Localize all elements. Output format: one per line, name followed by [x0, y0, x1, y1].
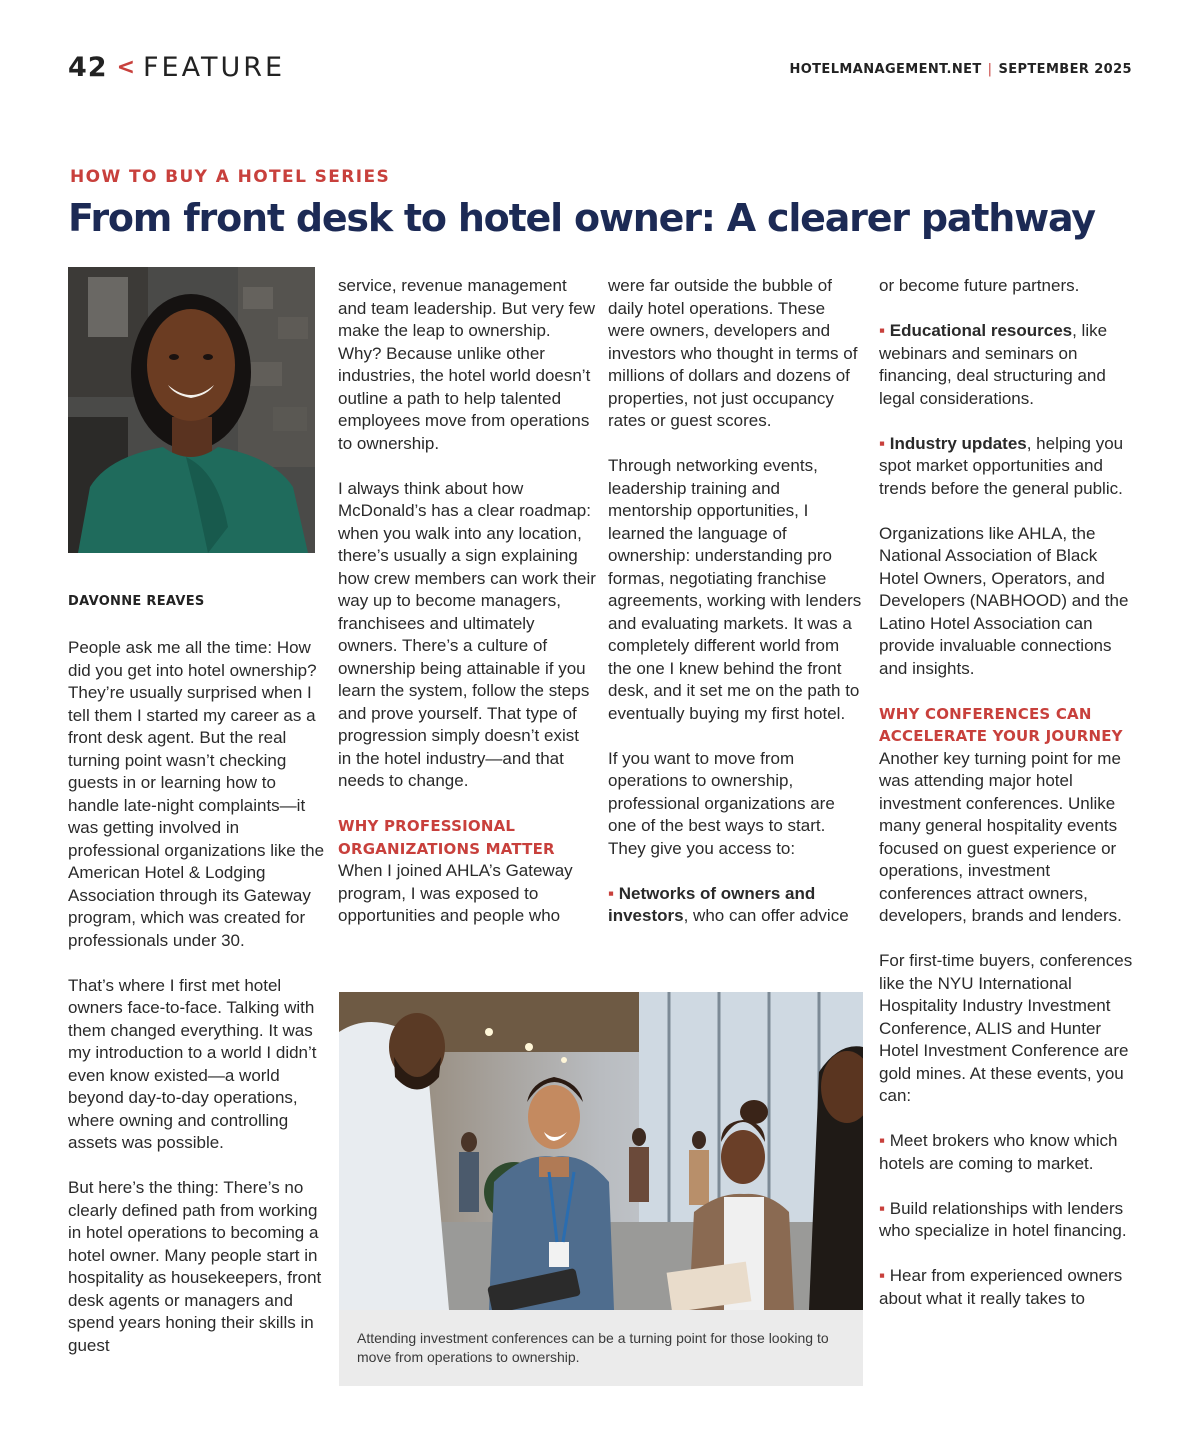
bullet-icon: ▪ — [879, 1198, 886, 1218]
bullet-icon: ▪ — [879, 433, 886, 453]
article-column-1 — [68, 275, 326, 1380]
article-figure — [339, 992, 863, 1386]
bullet-item — [879, 1130, 1137, 1175]
conference-photo — [339, 992, 863, 1310]
bullet-item — [879, 433, 1137, 501]
page-number: 42 — [68, 51, 108, 83]
article-column-2 — [338, 275, 596, 950]
series-kicker: HOW TO BUY A HOTEL SERIES — [70, 167, 391, 187]
bullet-text: Build relationships with lenders who specialize in hotel financing. — [879, 1198, 1127, 1240]
publication-name: HOTELMANAGEMENT.NET — [789, 62, 982, 77]
article-headline: From front desk to hotel owner: A clearer pathway — [68, 196, 1095, 240]
bullet-item — [879, 320, 1137, 410]
bullet-text: , helping you spot market opportunities and trends before the general public. — [879, 433, 1124, 498]
bullet-icon: ▪ — [879, 1266, 886, 1285]
article-column-4 — [879, 275, 1137, 1333]
body-paragraph: Organizations like AHLA, the National Association of Black Hotel Owners, Operators, and Developers (NABHOOD) and the Latino Hotel Association can provide invaluable connections and insights. — [879, 523, 1129, 678]
author-byline: DAVONNE REAVES — [68, 594, 205, 609]
page-header-right — [789, 62, 1132, 77]
bullet-item — [608, 883, 866, 928]
body-paragraph: When I joined AHLA’s Gateway program, I was exposed to opportunities and people who — [338, 861, 573, 925]
bullet-item — [879, 1198, 1137, 1243]
body-paragraph: or become future partners. — [879, 276, 1080, 295]
body-paragraph: That’s where I first met hotel owners face-to-face. Talking with them changed everything. It was my introduction to a world I didn’t even know existed—a world beyond day-to-day operations, where owning and controlling assets was possible. — [68, 975, 317, 1152]
body-paragraph: But here’s the thing: There’s no clearly defined path from working in hotel operations to becoming a hotel owner. Many people start in hospitality as housekeepers, front desk agents or managers and spend years honing their skills in guest — [68, 1178, 322, 1355]
body-paragraph: service, revenue management and team leadership. But very few make the leap to ownership. Why? Because unlike other industries, the hotel world doesn’t outline a path to help talented employees move from operations to ownership. — [338, 276, 596, 453]
section-label: FEATURE — [143, 51, 286, 83]
body-paragraph: I always think about how McDonald’s has a clear roadmap: when you walk into any location, there’s usually a sign explaining how crew members can work their way up to become managers, franchisees and ultimately owners. There’s a culture of ownership being attainable if you learn the system, follow the steps and prove yourself. That type of progression simply doesn’t exist in the hotel industry—and that needs to change. — [338, 478, 596, 790]
bullet-icon: ▪ — [608, 883, 615, 903]
page-header-left — [68, 50, 285, 84]
body-paragraph: For first-time buyers, conferences like the NYU International Hospitality Industry Investment Conference, ALIS and Hunter Hotel Investment Conference are gold mines. At these events, you can: — [879, 951, 1133, 1105]
figure-caption: Attending investment conferences can be a turning point for those looking to move from operations to ownership. — [357, 1330, 829, 1365]
bullet-text: , like webinars and seminars on financing, deal structuring and legal considerations. — [879, 321, 1108, 408]
bullet-item — [879, 1265, 1137, 1310]
bullet-text: Meet brokers who know which hotels are coming to market. — [879, 1131, 1118, 1173]
body-paragraph: were far outside the bubble of daily hotel operations. These were owners, developers and investors who thought in terms of millions of dollars and dozens of properties, not just occupancy rates or guest scores. — [608, 276, 858, 430]
bullet-bold: Industry updates — [889, 433, 1027, 453]
chevron-left-icon: < — [116, 54, 136, 80]
body-paragraph: People ask me all the time: How did you get into hotel ownership? They’re usually surprised when I tell them I started my career as a front desk agent. But the real turning point wasn’t checking guests in or learning how to handle late-night complaints—it was getting involved in professional organizations like the American Hotel & Lodging Association through its Gateway program, which was created for professionals under 30. — [68, 638, 325, 950]
body-paragraph: If you want to move from operations to ownership, professional organizations are one of the best ways to start. They give you access to: — [608, 748, 835, 858]
header-separator: | — [987, 62, 993, 77]
bullet-bold: Networks of owners and investors — [608, 883, 816, 925]
bullet-text: , who can offer advice — [683, 906, 849, 925]
body-paragraph: Another key turning point for me was attending major hotel investment conferences. Unlike many general hospitality events focused on guest experience or operations, investment conferences attract owners, developers, brands and lenders. — [879, 748, 1122, 925]
bullet-icon: ▪ — [879, 1131, 886, 1150]
article-column-3 — [608, 275, 866, 950]
section-subhead: WHY CONFERENCES CAN ACCELERATE YOUR JOURNEY — [879, 704, 1123, 745]
bullet-bold: Educational resources — [889, 321, 1073, 340]
bullet-icon: ▪ — [879, 321, 886, 340]
issue-date: SEPTEMBER 2025 — [998, 62, 1132, 77]
section-subhead: WHY PROFESSIONAL ORGANIZATIONS MATTER — [338, 817, 555, 858]
bullet-text: Hear from experienced owners about what it really takes to — [879, 1266, 1123, 1308]
body-paragraph: Through networking events, leadership training and mentorship opportunities, I learned the language of ownership: understanding pro formas, negotiating franchise agreements, working with lenders and evaluating markets. It was a completely different world from the one I knew behind the front desk, and it set me on the path to eventually buying my first hotel. — [608, 456, 862, 723]
